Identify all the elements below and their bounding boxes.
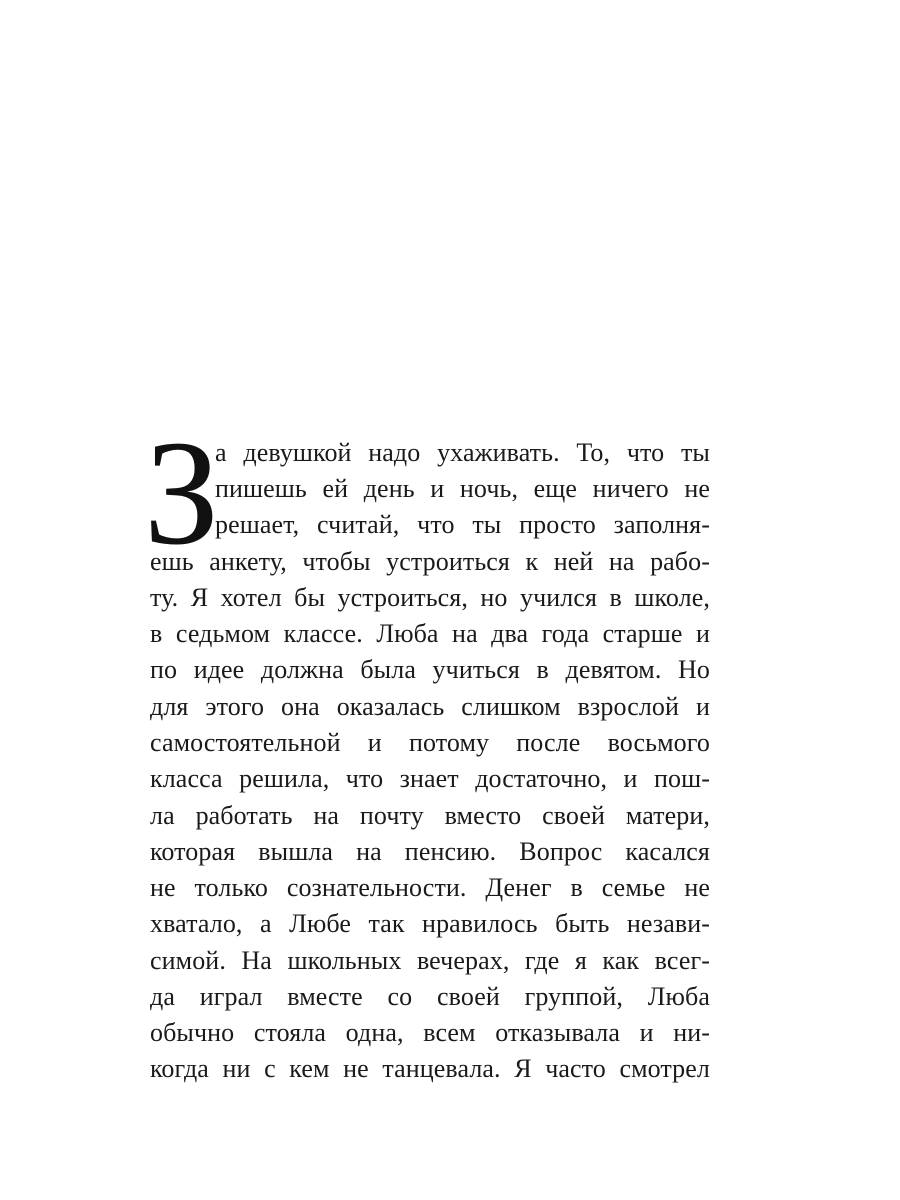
text-line: симой. На школьных вечерах, где я как всег- <box>150 946 710 975</box>
text-line: обычно стояла одна, всем отказывала и ни- <box>150 1018 710 1047</box>
text-line: в седьмом классе. Люба на два года старше и <box>150 619 710 648</box>
text-line: решает, считай, что ты просто заполня- <box>215 510 710 539</box>
text-line: ешь анкету, чтобы устроиться к ней на рабо- <box>150 547 710 576</box>
text-line: для этого она оказалась слишком взрослой и <box>150 692 710 721</box>
text-line: да играл вместе со своей группой, Люба <box>150 982 710 1011</box>
text-line: ла работать на почту вместо своей матери, <box>150 801 710 830</box>
text-line: хватало, а Любе так нравилось быть незави- <box>150 909 710 938</box>
text-line: самостоятельной и потому после восьмого <box>150 728 710 757</box>
drop-cap: З <box>144 410 220 576</box>
text-line: пишешь ей день и ночь, еще ничего не <box>215 474 710 503</box>
text-line: ту. Я хотел бы устроиться, но учился в школе, <box>150 583 710 612</box>
text-line: по идее должна была учиться в девятом. Но <box>150 655 710 684</box>
text-line: не только сознательности. Денег в семье не <box>150 873 710 902</box>
text-line: а девушкой надо ухаживать. То, что ты <box>215 438 710 467</box>
text-line: которая вышла на пенсию. Вопрос касался <box>150 837 710 866</box>
text-line: класса решила, что знает достаточно, и пош- <box>150 764 710 793</box>
text-line: когда ни с кем не танцевала. Я часто смотрел <box>150 1054 710 1083</box>
